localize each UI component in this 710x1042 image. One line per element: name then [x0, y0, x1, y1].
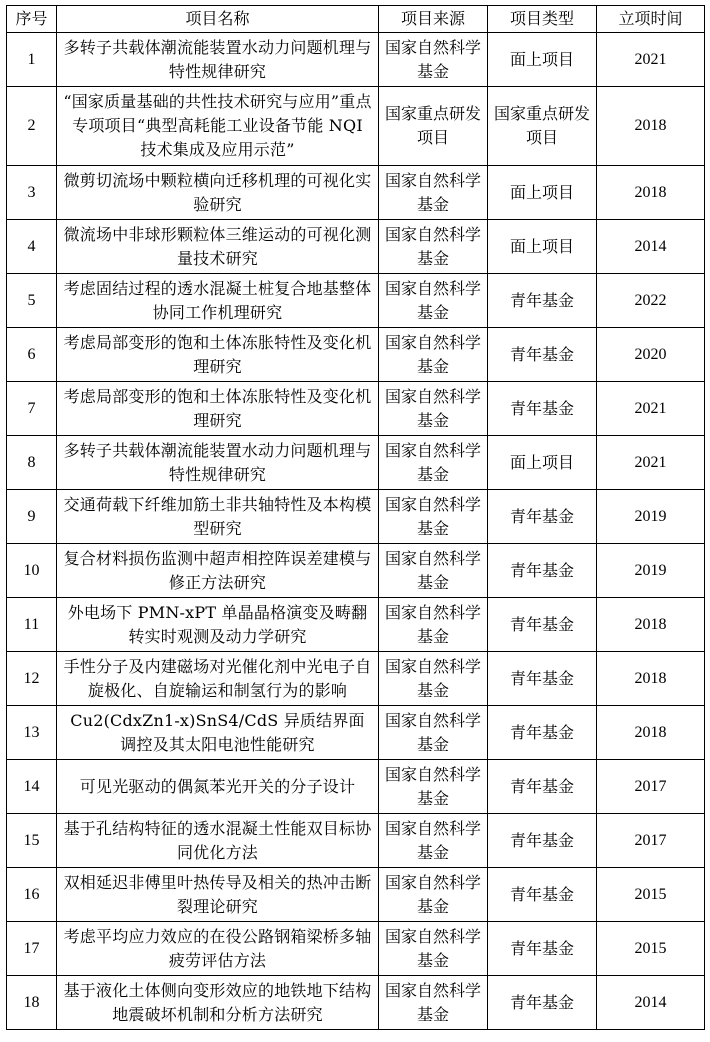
cell-source: 国家自然科学基金	[379, 814, 488, 868]
cell-index: 8	[7, 436, 57, 490]
table-row	[7, 166, 705, 220]
cell-type: 面上项目	[488, 166, 597, 220]
cell-type: 青年基金	[488, 598, 597, 652]
cell-index: 3	[7, 166, 57, 220]
cell-name: 双相延迟非傅里叶热传导及相关的热冲击断裂理论研究	[57, 868, 379, 922]
table-row	[7, 922, 705, 976]
cell-index: 10	[7, 544, 57, 598]
table-row	[7, 868, 705, 922]
header-index: 序号	[7, 6, 57, 33]
cell-type: 青年基金	[488, 814, 597, 868]
cell-name: 交通荷载下纤维加筋土非共轴特性及本构模型研究	[57, 490, 379, 544]
cell-source: 国家自然科学基金	[379, 274, 488, 328]
cell-source: 国家自然科学基金	[379, 436, 488, 490]
cell-source: 国家自然科学基金	[379, 220, 488, 274]
cell-source: 国家自然科学基金	[379, 706, 488, 760]
cell-index: 18	[7, 976, 57, 1030]
cell-index: 11	[7, 598, 57, 652]
cell-source: 国家自然科学基金	[379, 868, 488, 922]
cell-source: 国家自然科学基金	[379, 922, 488, 976]
cell-index: 15	[7, 814, 57, 868]
cell-type: 青年基金	[488, 274, 597, 328]
header-name: 项目名称	[57, 6, 379, 33]
table-row	[7, 652, 705, 706]
cell-type: 面上项目	[488, 436, 597, 490]
table-row	[7, 976, 705, 1030]
table-row	[7, 382, 705, 436]
cell-year: 2021	[597, 33, 705, 87]
cell-year: 2017	[597, 814, 705, 868]
cell-name: 多转子共载体潮流能装置水动力问题机理与特性规律研究	[57, 436, 379, 490]
cell-year: 2017	[597, 760, 705, 814]
cell-year: 2021	[597, 436, 705, 490]
cell-index: 2	[7, 87, 57, 166]
cell-name: 微剪切流场中颗粒横向迁移机理的可视化实验研究	[57, 166, 379, 220]
cell-source: 国家重点研发项目	[379, 87, 488, 166]
cell-index: 6	[7, 328, 57, 382]
table-row	[7, 760, 705, 814]
table-row	[7, 544, 705, 598]
cell-year: 2018	[597, 598, 705, 652]
cell-year: 2021	[597, 382, 705, 436]
cell-index: 5	[7, 274, 57, 328]
cell-type: 青年基金	[488, 976, 597, 1030]
cell-name: “国家质量基础的共性技术研究与应用”重点专项项目“典型高耗能工业设备节能 NQI 技术集成及应用示范”	[57, 87, 379, 166]
cell-name: 考虑局部变形的饱和土体冻胀特性及变化机理研究	[57, 382, 379, 436]
table-row	[7, 87, 705, 166]
table-row	[7, 490, 705, 544]
cell-name: 考虑固结过程的透水混凝土桩复合地基整体协同工作机理研究	[57, 274, 379, 328]
cell-type: 青年基金	[488, 760, 597, 814]
cell-name: 考虑局部变形的饱和土体冻胀特性及变化机理研究	[57, 328, 379, 382]
cell-year: 2014	[597, 220, 705, 274]
cell-type: 青年基金	[488, 382, 597, 436]
table-row	[7, 33, 705, 87]
cell-type: 青年基金	[488, 868, 597, 922]
cell-index: 16	[7, 868, 57, 922]
cell-year: 2015	[597, 922, 705, 976]
cell-source: 国家自然科学基金	[379, 490, 488, 544]
cell-name: 考虑平均应力效应的在役公路钢箱梁桥多轴疲劳评估方法	[57, 922, 379, 976]
cell-name: 复合材料损伤监测中超声相控阵误差建模与修正方法研究	[57, 544, 379, 598]
header-type: 项目类型	[488, 6, 597, 33]
cell-type: 青年基金	[488, 652, 597, 706]
cell-name: 微流场中非球形颗粒体三维运动的可视化测量技术研究	[57, 220, 379, 274]
table-row	[7, 598, 705, 652]
cell-name: 可见光驱动的偶氮苯光开关的分子设计	[57, 760, 379, 814]
cell-source: 国家自然科学基金	[379, 598, 488, 652]
cell-index: 7	[7, 382, 57, 436]
cell-year: 2014	[597, 976, 705, 1030]
cell-type: 青年基金	[488, 706, 597, 760]
cell-source: 国家自然科学基金	[379, 382, 488, 436]
header-source: 项目来源	[379, 6, 488, 33]
cell-source: 国家自然科学基金	[379, 166, 488, 220]
cell-year: 2018	[597, 652, 705, 706]
cell-type: 面上项目	[488, 220, 597, 274]
cell-type: 青年基金	[488, 328, 597, 382]
cell-source: 国家自然科学基金	[379, 328, 488, 382]
cell-year: 2015	[597, 868, 705, 922]
cell-source: 国家自然科学基金	[379, 33, 488, 87]
cell-year: 2018	[597, 87, 705, 166]
table-row	[7, 274, 705, 328]
cell-type: 国家重点研发项目	[488, 87, 597, 166]
cell-year: 2019	[597, 490, 705, 544]
cell-year: 2018	[597, 706, 705, 760]
cell-type: 青年基金	[488, 544, 597, 598]
table-row	[7, 328, 705, 382]
cell-source: 国家自然科学基金	[379, 760, 488, 814]
cell-source: 国家自然科学基金	[379, 652, 488, 706]
table-row	[7, 220, 705, 274]
table-row	[7, 706, 705, 760]
cell-index: 17	[7, 922, 57, 976]
cell-name: 多转子共载体潮流能装置水动力问题机理与特性规律研究	[57, 33, 379, 87]
cell-source: 国家自然科学基金	[379, 976, 488, 1030]
cell-name: 手性分子及内建磁场对光催化剂中光电子自旋极化、自旋输运和制氢行为的影响	[57, 652, 379, 706]
cell-index: 12	[7, 652, 57, 706]
cell-index: 4	[7, 220, 57, 274]
cell-name: 外电场下 PMN-xPT 单晶晶格演变及畴翻转实时观测及动力学研究	[57, 598, 379, 652]
cell-year: 2019	[597, 544, 705, 598]
cell-year: 2020	[597, 328, 705, 382]
cell-type: 青年基金	[488, 922, 597, 976]
cell-type: 面上项目	[488, 33, 597, 87]
cell-source: 国家自然科学基金	[379, 544, 488, 598]
cell-name: 基于液化土体侧向变形效应的地铁地下结构地震破坏机制和分析方法研究	[57, 976, 379, 1030]
project-table	[6, 5, 705, 1030]
cell-index: 14	[7, 760, 57, 814]
cell-year: 2018	[597, 166, 705, 220]
cell-year: 2022	[597, 274, 705, 328]
cell-type: 青年基金	[488, 490, 597, 544]
cell-index: 1	[7, 33, 57, 87]
cell-name: Cu2(CdxZn1-x)SnS4/CdS 异质结界面调控及其太阳电池性能研究	[57, 706, 379, 760]
table-row	[7, 814, 705, 868]
cell-name: 基于孔结构特征的透水混凝土性能双目标协同优化方法	[57, 814, 379, 868]
header-year: 立项时间	[597, 6, 705, 33]
cell-index: 13	[7, 706, 57, 760]
table-row	[7, 436, 705, 490]
cell-index: 9	[7, 490, 57, 544]
table-header-row	[7, 6, 705, 33]
